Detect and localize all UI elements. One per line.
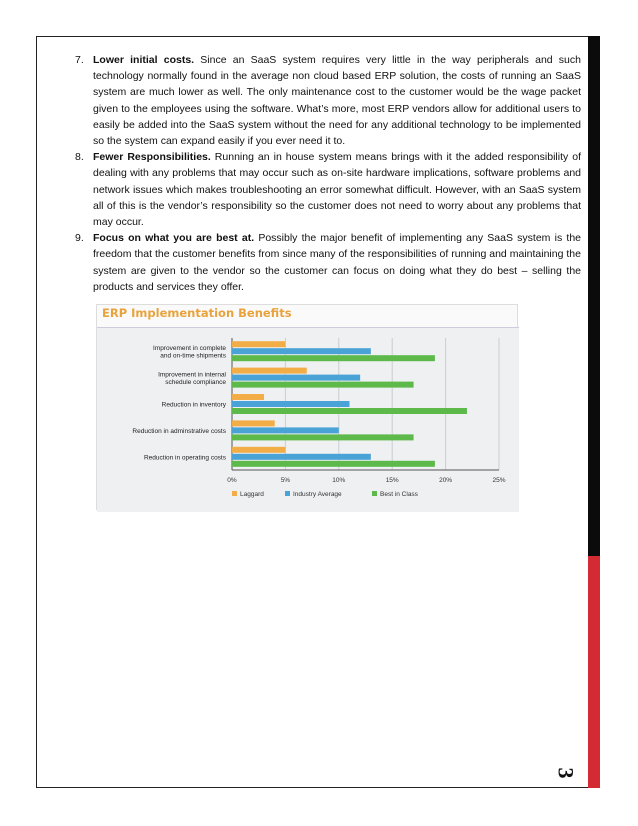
document-body [66,52,581,295]
bar [232,355,435,361]
legend-swatch [232,491,237,496]
bar [232,447,285,453]
legend-label: Best in Class [380,491,418,498]
item-number: 8. [75,151,84,164]
x-tick-label: 20% [439,477,453,484]
legend-label: Industry Average [293,491,342,498]
legend-swatch [372,491,377,496]
bar [232,401,349,407]
side-bar-red [588,556,600,788]
side-bar-black [588,36,600,556]
category-label: Improvement in internal [158,371,226,379]
page-number: 3 [553,767,579,779]
item-text: Since an SaaS system requires very little in the way peripherals and such technology normally found in the average non cloud based ERP solution, the costs of running an SaaS system are much lower as well. The only maintenance cost to the customer would be the wage packet given to the employees using the software. What’s more, most ERP vendors allow for additional users to easily be added into the SaaS system without the need for any additional technology to be implemented so the system can expand easily if you ever need it to. [93,54,581,148]
category-label: Reduction in operating costs [143,454,226,462]
category-label: Reduction in inventory [161,401,226,409]
category-label: schedule compliance [165,378,226,386]
bar [232,434,414,440]
bar [232,348,371,354]
category-label: Improvement in complete [153,344,226,352]
x-tick-label: 25% [492,477,506,484]
list-item [66,52,581,149]
bar [232,408,467,414]
bar [232,375,360,381]
bar [232,461,435,467]
bar [232,420,275,426]
bar [232,382,414,388]
x-tick-label: 15% [385,477,399,484]
bar [232,427,339,433]
legend-label: Laggard [240,491,264,498]
category-label: Reduction in adminstrative costs [132,427,226,435]
item-title: Focus on what you are best at. [93,232,255,245]
chart-title: ERP Implementation Benefits [102,306,292,320]
item-text: Running an in house system means brings with it the added responsibility of dealing with any problems that may occur such as on-site hardware implications, software problems and network issues which makes troubleshooting an error somewhat difficult. However, with an SaaS system all of this is the vendor’s responsibility so the customer does not need to worry about any problems that may occur. [93,151,582,229]
chart-panel [97,327,519,512]
bar [232,368,307,374]
bar-chart [97,328,519,512]
bar [232,341,285,347]
x-tick-label: 5% [280,477,291,484]
item-number: 9. [75,232,84,245]
bar [232,394,264,400]
item-number: 7. [75,54,84,66]
list-item [66,230,581,295]
x-tick-label: 0% [227,477,237,484]
list-item [66,149,581,230]
category-label: and on-time shipments [160,352,226,360]
chart-figure [96,304,518,510]
item-text: Possibly the major benefit of implementing any SaaS system is the freedom that the customer benefits from since many of the responsibilities of running and maintaining the system are given to the vendor so the customer can focus on doing what they do best – selling the products and services they offer. [93,232,581,293]
benefits-list [66,52,581,295]
bar [232,454,371,460]
legend-swatch [285,491,290,496]
item-title: Fewer Responsibilities. [93,151,211,164]
x-tick-label: 10% [332,477,346,484]
item-title: Lower initial costs. [93,54,195,66]
